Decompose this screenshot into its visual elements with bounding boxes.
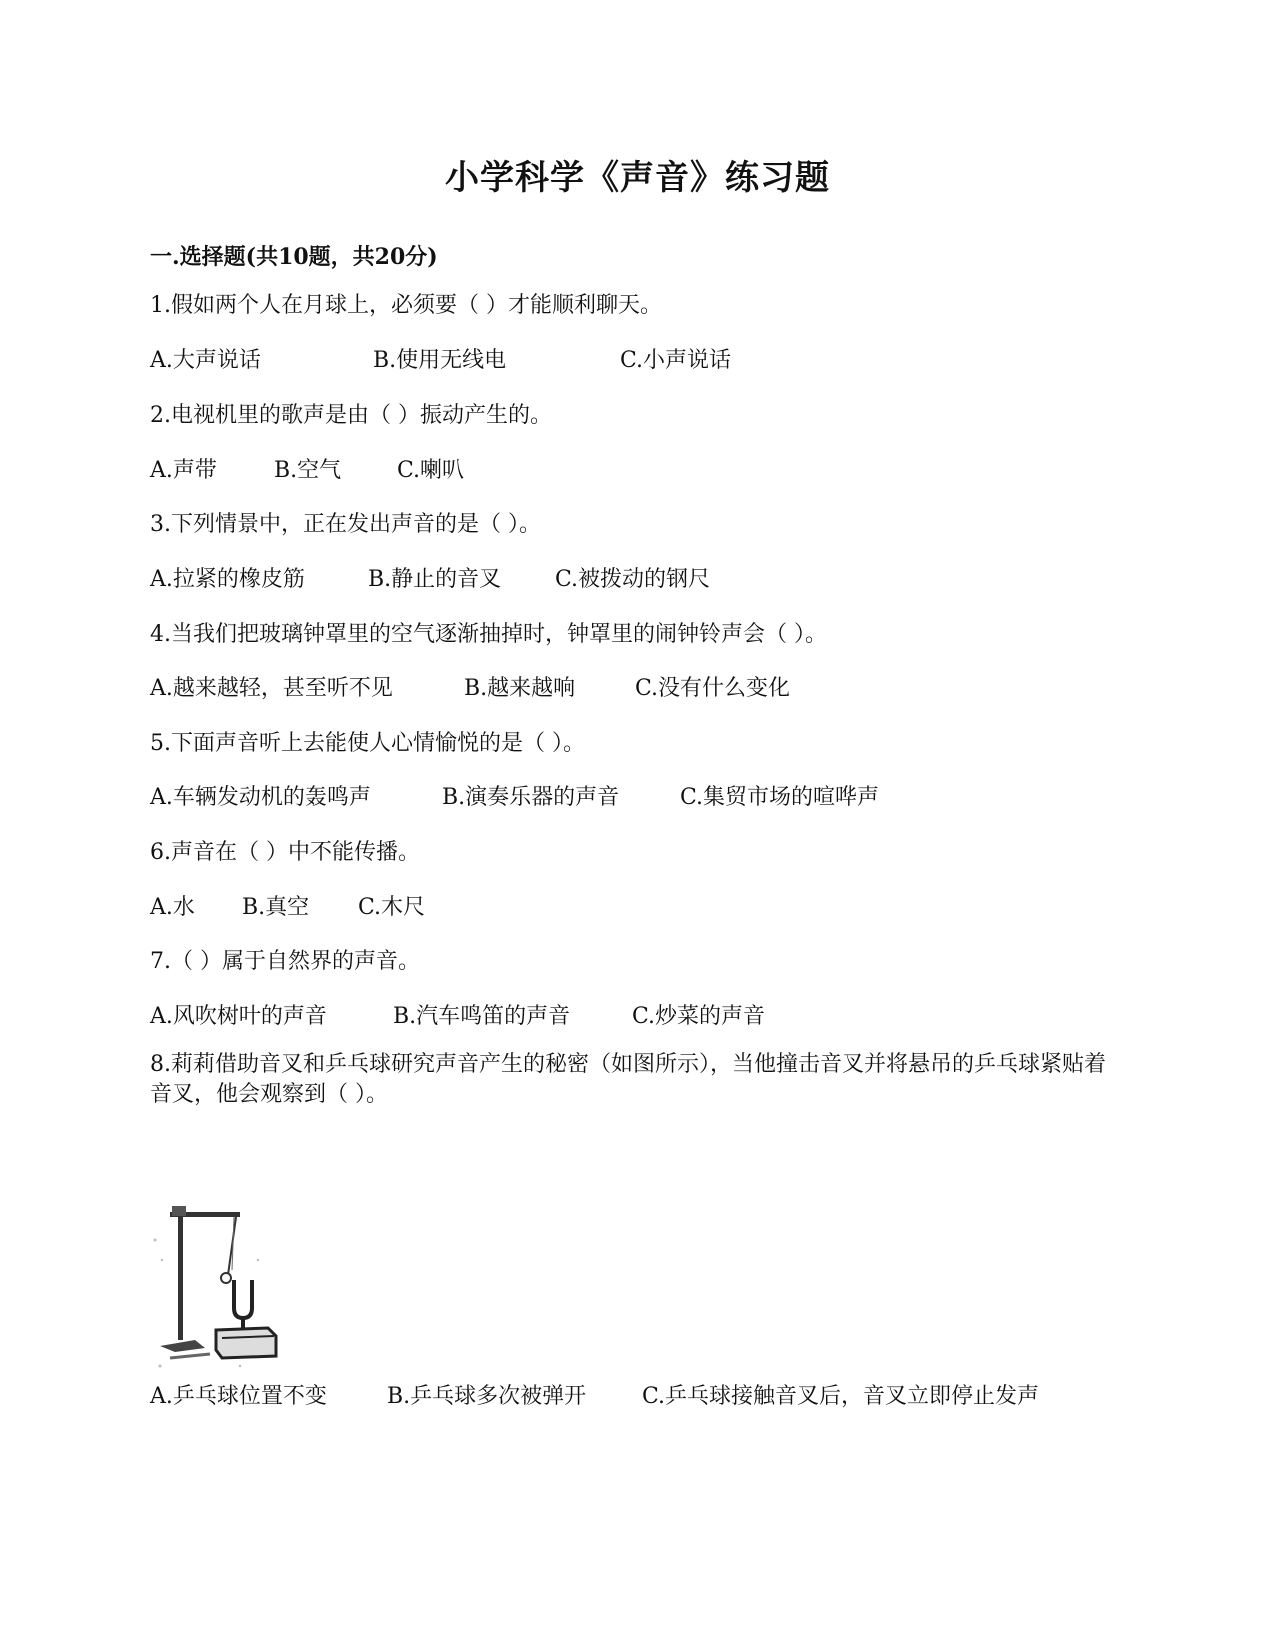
option-3a: A.拉紧的橡皮筋 bbox=[150, 567, 305, 592]
question-3: 3.下列情景中，正在发出声音的是（ ）。 bbox=[150, 512, 541, 537]
option-8a: A.乒乓球位置不变 bbox=[150, 1384, 327, 1409]
options-8 bbox=[150, 1379, 1039, 1410]
option-7b: B.汽车鸣笛的声音 bbox=[393, 1004, 571, 1029]
tuning-fork-diagram bbox=[150, 1200, 290, 1370]
option-8b: B.乒乓球多次被弹开 bbox=[387, 1384, 587, 1409]
option-4b: B.越来越响 bbox=[464, 676, 576, 701]
option-7a: A.风吹树叶的声音 bbox=[150, 1004, 327, 1029]
option-5c: C.集贸市场的喧哗声 bbox=[680, 785, 880, 810]
options-5 bbox=[150, 780, 879, 811]
options-3 bbox=[150, 562, 710, 593]
page-title: 小学科学《声音》练习题 bbox=[445, 158, 830, 198]
option-7c: C.炒菜的声音 bbox=[632, 1004, 766, 1029]
options-4 bbox=[150, 671, 790, 702]
option-1a: A.大声说话 bbox=[150, 348, 261, 373]
question-2: 2.电视机里的歌声是由（ ）振动产生的。 bbox=[150, 403, 552, 428]
option-1c: C.小声说话 bbox=[620, 348, 732, 373]
option-4a: A.越来越轻，甚至听不见 bbox=[150, 676, 393, 701]
question-1: 1.假如两个人在月球上，必须要（ ）才能顺利聊天。 bbox=[150, 293, 662, 318]
option-3b: B.静止的音叉 bbox=[368, 567, 502, 592]
option-1b: B.使用无线电 bbox=[373, 348, 507, 373]
option-6b: B.真空 bbox=[242, 895, 310, 920]
options-6 bbox=[150, 890, 425, 921]
option-6c: C.木尺 bbox=[358, 895, 426, 920]
tuning-fork-figure bbox=[150, 1200, 290, 1370]
option-3c: C.被拨动的钢尺 bbox=[555, 567, 711, 592]
option-5b: B.演奏乐器的声音 bbox=[442, 785, 620, 810]
option-8c: C.乒乓球接触音叉后，音叉立即停止发声 bbox=[642, 1384, 1040, 1409]
options-1 bbox=[150, 343, 731, 374]
question-6: 6.声音在（ ）中不能传播。 bbox=[150, 840, 420, 865]
option-4c: C.没有什么变化 bbox=[635, 676, 791, 701]
options-7 bbox=[150, 999, 765, 1030]
question-4: 4.当我们把玻璃钟罩里的空气逐渐抽掉时，钟罩里的闹钟铃声会（ ）。 bbox=[150, 622, 827, 647]
option-5a: A.车辆发动机的轰鸣声 bbox=[150, 785, 371, 810]
option-2a: A.声带 bbox=[150, 458, 217, 483]
option-6a: A.水 bbox=[150, 895, 195, 920]
question-7: 7.（ ）属于自然界的声音。 bbox=[150, 949, 420, 974]
question-5: 5.下面声音听上去能使人心情愉悦的是（ ）。 bbox=[150, 731, 585, 756]
option-2c: C.喇叭 bbox=[397, 458, 465, 483]
option-2b: B.空气 bbox=[274, 458, 342, 483]
section-heading: 一.选择题(共10题，共20分) bbox=[150, 244, 438, 270]
question-8: 8.莉莉借助音叉和乒乓球研究声音产生的秘密（如图所示），当他撞击音叉并将悬吊的乒乓球紧贴着音叉，他会观察到（ ）。 bbox=[150, 1052, 1106, 1107]
options-2 bbox=[150, 453, 464, 484]
